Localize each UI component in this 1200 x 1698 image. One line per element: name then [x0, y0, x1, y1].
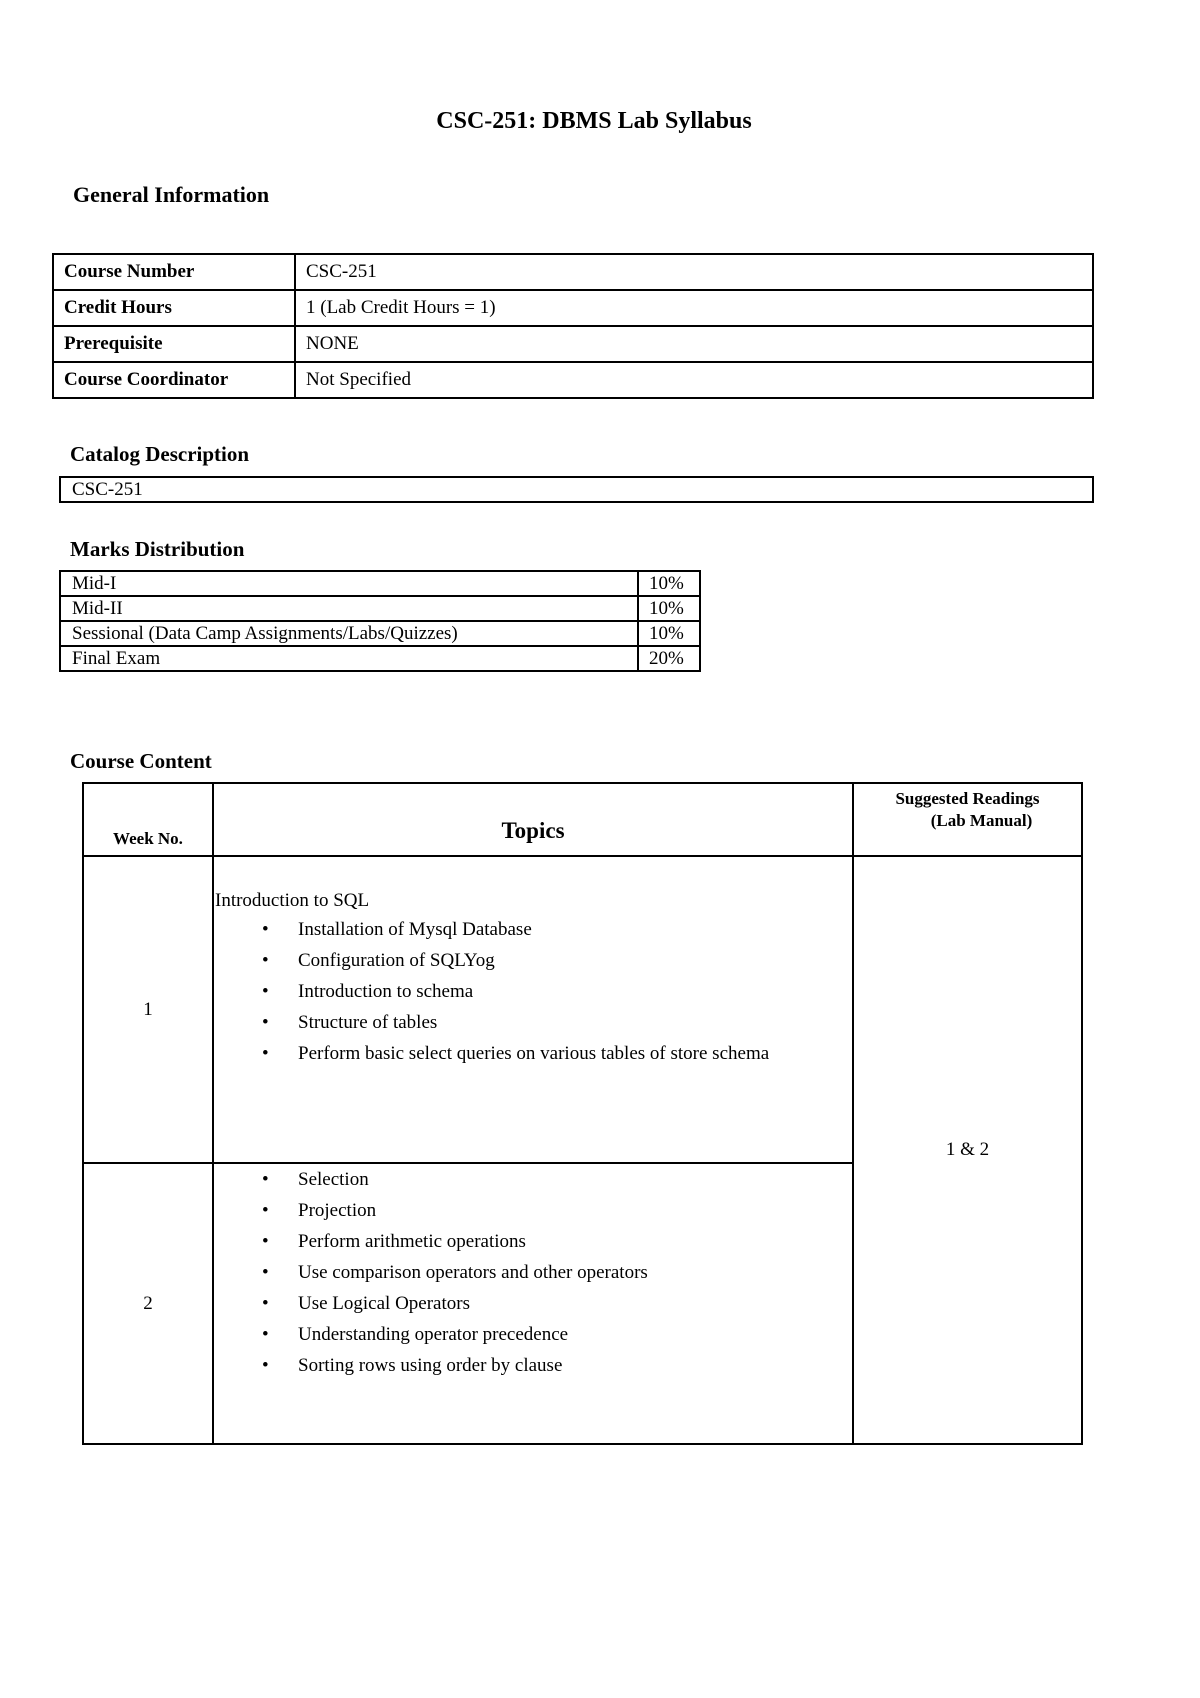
topic-text: Structure of tables [298, 1012, 438, 1033]
bullet-icon: • [262, 1262, 269, 1283]
week-topics [213, 856, 853, 1163]
readings-header-line2: (Lab Manual) [930, 811, 1033, 830]
catalog-description-heading: Catalog Description [70, 442, 250, 466]
topic-text: Perform basic select queries on various tables of store schema [298, 1043, 770, 1064]
marks-percentage: 20% [638, 646, 700, 671]
credit-hours-label: Credit Hours [53, 290, 295, 326]
course-content-heading: Course Content [70, 749, 212, 773]
topic-list [214, 917, 852, 1067]
marks-item: Mid-I [60, 571, 638, 596]
course-coordinator-label: Course Coordinator [53, 362, 295, 398]
catalog-description-table [59, 476, 1094, 503]
list-item [214, 1291, 798, 1317]
list-item [214, 1010, 798, 1036]
marks-percentage: 10% [638, 596, 700, 621]
list-item [214, 1353, 798, 1379]
bullet-icon: • [262, 1200, 269, 1221]
bullet-icon: • [262, 1324, 269, 1345]
topic-text: Sorting rows using order by clause [298, 1355, 563, 1376]
week-column-header: Week No. [83, 783, 213, 856]
marks-percentage: 10% [638, 621, 700, 646]
table-row [60, 477, 1093, 502]
general-information-table [52, 253, 1094, 399]
list-item [214, 1260, 798, 1286]
bullet-icon: • [262, 981, 269, 1002]
list-item [214, 979, 798, 1005]
course-number-value: CSC-251 [295, 254, 1093, 290]
table-header-row [83, 783, 1082, 856]
catalog-description-text: CSC-251 [60, 477, 1093, 502]
course-number-label: Course Number [53, 254, 295, 290]
readings-header-line1: Suggested Readings [895, 789, 1040, 808]
table-row [53, 290, 1093, 326]
page-title: CSC-251: DBMS Lab Syllabus [436, 108, 752, 134]
course-content-table [82, 782, 1083, 1445]
marks-item: Final Exam [60, 646, 638, 671]
week-topics [213, 1163, 853, 1444]
marks-item: Mid-II [60, 596, 638, 621]
marks-item: Sessional (Data Camp Assignments/Labs/Quizzes) [60, 621, 638, 646]
suggested-readings: 1 & 2 [853, 856, 1082, 1444]
marks-distribution-heading: Marks Distribution [70, 537, 245, 561]
credit-hours-value: 1 (Lab Credit Hours = 1) [295, 290, 1093, 326]
general-information-heading: General Information [73, 182, 270, 207]
bullet-icon: • [262, 1043, 269, 1064]
bullet-icon: • [262, 1355, 269, 1376]
marks-percentage: 10% [638, 571, 700, 596]
topic-text: Understanding operator precedence [298, 1324, 569, 1345]
topic-text: Installation of Mysql Database [298, 919, 532, 940]
list-item [214, 1041, 798, 1067]
table-row [53, 254, 1093, 290]
topics-column-header: Topics [213, 783, 853, 856]
bullet-icon: • [262, 1012, 269, 1033]
bullet-icon: • [262, 1293, 269, 1314]
prerequisite-label: Prerequisite [53, 326, 295, 362]
topic-list [214, 1167, 852, 1379]
topic-text: Introduction to schema [298, 981, 474, 1002]
topic-text: Use Logical Operators [298, 1293, 470, 1314]
bullet-icon: • [262, 1231, 269, 1252]
topic-text: Configuration of SQLYog [298, 950, 495, 971]
bullet-icon: • [262, 919, 269, 940]
readings-column-header [853, 783, 1082, 856]
table-row [60, 621, 700, 646]
table-row [53, 326, 1093, 362]
table-row [53, 362, 1093, 398]
week-number: 1 [83, 856, 213, 1163]
bullet-icon: • [262, 1169, 269, 1190]
list-item [214, 1167, 798, 1193]
course-coordinator-value: Not Specified [295, 362, 1093, 398]
marks-distribution-table [59, 570, 701, 672]
table-row [60, 596, 700, 621]
bullet-icon: • [262, 950, 269, 971]
topic-intro: Introduction to SQL [215, 890, 370, 911]
table-row [60, 646, 700, 671]
topic-text: Selection [298, 1169, 369, 1190]
topic-text: Perform arithmetic operations [298, 1231, 526, 1252]
topic-text: Projection [298, 1200, 377, 1221]
list-item [214, 1322, 798, 1348]
list-item [214, 1198, 798, 1224]
list-item [214, 948, 798, 974]
week-number: 2 [83, 1163, 213, 1444]
table-row [83, 856, 1082, 1163]
list-item [214, 1229, 798, 1255]
table-row [60, 571, 700, 596]
topic-text: Use comparison operators and other operators [298, 1262, 648, 1283]
prerequisite-value: NONE [295, 326, 1093, 362]
list-item [214, 917, 798, 943]
